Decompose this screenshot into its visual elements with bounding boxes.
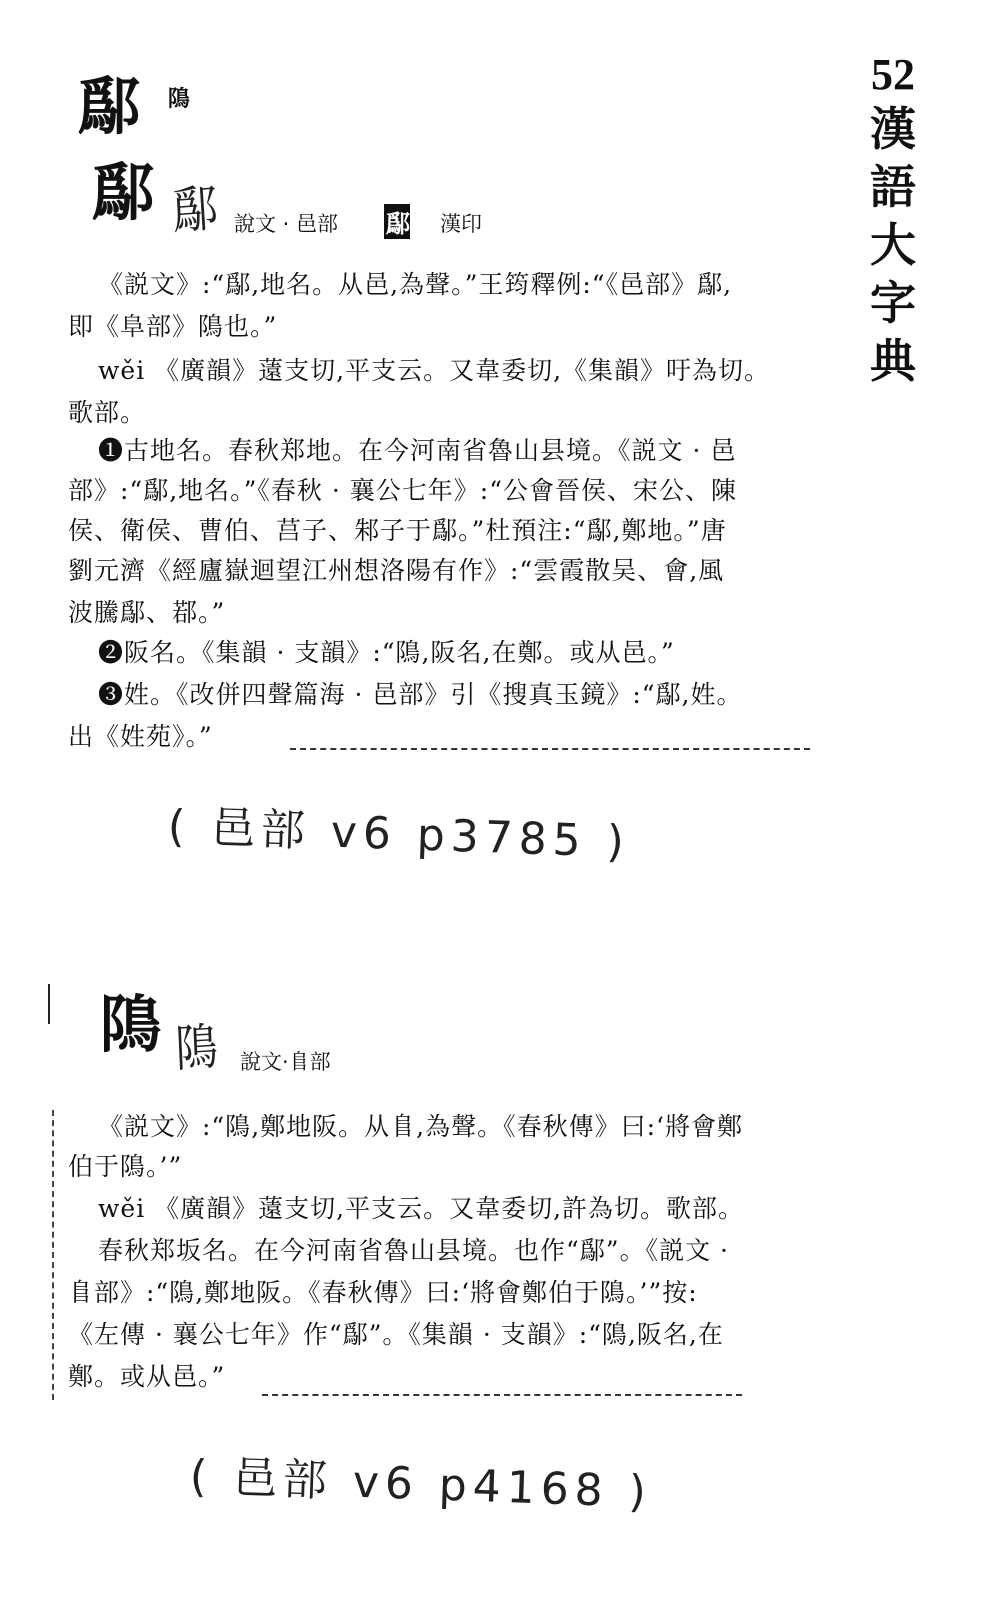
entry-line: 歌部。 — [68, 398, 147, 427]
pronunciation-line: wěi 《廣韻》薳支切,平支云。又韋委切,許為切。歌部。 — [98, 1194, 745, 1223]
headword-variant-2: 鄬 — [92, 156, 155, 229]
entry-line: 即《阜部》隝也。” — [68, 312, 278, 341]
entry-line: 劉元濟《經廬嶽迴望江州想洛陽有作》:“雲霞散吴、會,風 — [68, 556, 725, 585]
seal-block-glyph: 鄬 — [384, 204, 410, 239]
seal-source-label: 說文 · 邑部 — [234, 212, 339, 236]
margin-dashed-line — [52, 1110, 54, 1400]
entry-line: 鄭。或从邑。” — [68, 1362, 226, 1391]
handwritten-note-2: ( 邑部 v6 p4168 ) — [188, 1451, 653, 1519]
headword-variant-1: 鄬 — [78, 70, 141, 143]
title-char: 漢 — [870, 102, 916, 156]
title-char: 典 — [870, 334, 916, 388]
dashed-rule — [262, 1394, 742, 1398]
sense-1: ❶古地名。春秋郑地。在今河南省魯山县境。《説文 · 邑 — [98, 436, 737, 465]
entry-line: 出《姓苑》。” — [68, 722, 213, 751]
title-char: 語 — [870, 160, 916, 214]
entry-line: 《説文》:“鄬,地名。从邑,為聲。”王筠釋例:“《邑部》鄬, — [98, 270, 733, 299]
entry-line: 部》:“鄬,地名。”《春秋 · 襄公七年》:“公會晉侯、宋公、陳 — [68, 476, 737, 505]
seal-source-label: 說文·𨸏部 — [240, 1050, 331, 1074]
headword: 隝 — [100, 988, 163, 1061]
seal-source-label-2: 漢印 — [440, 212, 482, 236]
sense-3: ❸姓。《改併四聲篇海 · 邑部》引《搜真玉鏡》:“鄬,姓。 — [98, 680, 743, 709]
dashed-rule — [290, 748, 810, 752]
margin-mark — [48, 984, 50, 1024]
seal-script-glyph: 鄬 — [170, 179, 220, 241]
handwritten-note-1: ( 邑部 v6 p3785 ) — [166, 801, 631, 869]
entry-line: 《説文》:“隝,鄭地阪。从𨸏,為聲。《春秋傳》曰:‘將會鄭 — [98, 1112, 743, 1141]
entry-line: 《左傳 · 襄公七年》作“鄬”。《集韻 · 支韻》:“隝,阪名,在 — [68, 1320, 724, 1349]
book-title-vertical — [858, 50, 928, 390]
headword-related-char: 隝 — [168, 86, 191, 112]
pronunciation-line: wěi 《廣韻》薳支切,平支云。又韋委切,《集韻》吁為切。 — [98, 356, 771, 385]
entry-line: 𨸏部》:“隝,鄭地阪。《春秋傳》曰:‘將會鄭伯于隝。’”按: — [68, 1278, 698, 1307]
entry-line: 波騰鄬、鄀。” — [68, 598, 226, 627]
seal-script-glyph: 隝 — [174, 1017, 220, 1079]
title-char: 大 — [870, 218, 916, 272]
definition-line: 春秋郑坂名。在今河南省魯山县境。也作“鄬”。《説文 · — [98, 1236, 729, 1265]
entry-line: 侯、衛侯、曹伯、莒子、邾子于鄬。”杜預注:“鄬,鄭地。”唐 — [68, 516, 727, 545]
sense-2: ❷阪名。《集韻 · 支韻》:“隝,阪名,在鄭。或从邑。” — [98, 638, 675, 667]
page-number: 52 — [871, 50, 915, 99]
title-char: 字 — [870, 276, 916, 330]
entry-line: 伯于隝。’” — [68, 1152, 183, 1181]
